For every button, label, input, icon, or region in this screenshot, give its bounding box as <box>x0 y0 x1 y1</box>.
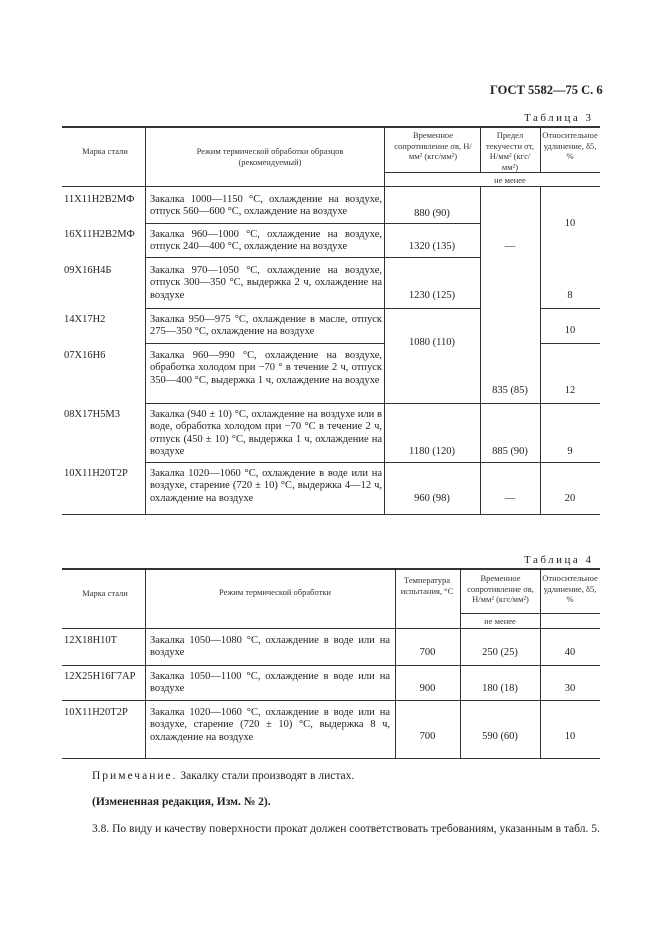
note <box>92 769 354 784</box>
t3-grade: 10Х11Н20Т2Р <box>64 468 128 479</box>
note-text: Закалку стали производят в листах. <box>180 770 355 782</box>
t3-header-tensile: Временное сопротивление σв, Н/мм² (кгс/мм²) <box>394 130 472 161</box>
t4-grade: 12Х18Н10Т <box>64 635 118 646</box>
t3-yield: 885 (90) <box>492 446 528 457</box>
paragraph-3-8: 3.8. По виду и качеству поверхности прокат должен соответствовать требованиям, указанным в табл. 5. <box>92 823 600 835</box>
t4-header-mode: Режим термической обработки <box>219 587 331 597</box>
t3-yield-merged: — <box>504 241 516 252</box>
t3-grade: 09Х16Н4Б <box>64 265 112 276</box>
t3-mode: Закалка 970—1050 °С, охлаждение на воздухе, отпуск 300—350 °С, выдержка 2 ч, охлаждение на воздухе <box>150 265 382 301</box>
t4-tensile: 180 (18) <box>482 683 518 694</box>
t4-grade: 10Х11Н20Т2Р <box>64 707 128 718</box>
t3-mode: Закалка 950—975 °С, охлаждение в масле, отпуск 275—350 °С, охлаждение на воздухе <box>150 314 382 338</box>
t3-mode: Закалка 1000—1150 °С, охлаждение на воздухе, отпуск 560—600 °С, охлаждение на воздухе <box>150 194 382 218</box>
t4-elong: 40 <box>564 647 576 658</box>
t4-header-elong: Относительное удлинение, δ5, % <box>542 573 598 604</box>
t3-elong-07: 12 <box>564 385 576 396</box>
t3-elong-09: 8 <box>567 290 573 301</box>
t3-tensile: 1320 (135) <box>408 241 456 252</box>
table3-caption: Таблица 3 <box>524 112 594 124</box>
t3-mode: Закалка 1020—1060 °С, охлаждение в воде или на воздухе, старение (720 ± 10) °С, выдержка 4—12 ч, охлаждение на воздухе <box>150 468 382 504</box>
t4-header-minimum: не менее <box>484 616 516 626</box>
t3-tensile: 1180 (120) <box>409 446 455 457</box>
t3-grade: 11Х11Н2В2МФ <box>64 194 135 205</box>
t3-header-mode: Режим термической обработки образцов (рекомендуемый) <box>196 146 344 167</box>
t4-elong: 10 <box>564 731 576 742</box>
t3-yield: — <box>504 493 516 504</box>
t3-elong-merged: 10 <box>564 218 576 229</box>
t4-tensile: 590 (60) <box>482 731 518 742</box>
t3-grade: 14Х17Н2 <box>64 314 106 325</box>
t4-mode: Закалка 1020—1060 °С, охлаждение в воде или на воздухе, старение (720 ± 10) °С, выдержка 8 ч, охлаждение на воздухе <box>150 707 390 743</box>
t3-yield-07: 835 (85) <box>492 385 528 396</box>
t4-temp: 700 <box>419 731 436 742</box>
t3-tensile: 880 (90) <box>414 208 450 219</box>
t3-header-minimum: не менее <box>494 175 526 185</box>
t3-header-yield: Предел текучести σт, Н/мм² (кгс/мм²) <box>486 130 534 172</box>
t3-tensile: 1230 (125) <box>408 290 456 301</box>
t3-tensile: 960 (98) <box>414 493 450 504</box>
t3-mode: Закалка 960—990 °С, охлаждение на воздухе, обработка холодом при −70 ° в течение 2 ч, отпуск 350—400 °С, выдержка 1 ч, охлаждение на воздухе <box>150 350 382 386</box>
t4-tensile: 250 (25) <box>482 647 518 658</box>
t3-tensile-merged: 1080 (110) <box>409 337 455 348</box>
t3-elong: 20 <box>564 493 576 504</box>
t3-elong: 9 <box>567 446 573 457</box>
t4-header-tensile: Временное сопротивление σв, Н/мм² (кгс/мм²) <box>467 573 534 604</box>
note-label: Примечание. <box>92 770 178 782</box>
t3-mode: Закалка (940 ± 10) °С, охлаждение на воздухе или в воде, обработка холодом при −70 °С в течение 2 ч, отпуск (450 ± 10) °С, выдержка 1 ч, охлаждение на воздухе <box>150 409 382 457</box>
t4-mode: Закалка 1050—1080 °С, охлаждение в воде или на воздухе <box>150 635 390 659</box>
t3-header-elong: Относительное удлинение, δ5, % <box>542 130 598 161</box>
t3-grade: 08Х17Н5М3 <box>64 409 121 420</box>
t4-mode: Закалка 1050—1100 °С, охлаждение в воде или на воздухе <box>150 671 390 695</box>
t3-grade: 16Х11Н2В2МФ <box>64 229 135 240</box>
t4-header-temp: Температура испытания, °С <box>400 575 454 596</box>
t4-elong: 30 <box>564 683 576 694</box>
t4-temp: 900 <box>419 683 436 694</box>
t3-elong-14: 10 <box>564 325 576 336</box>
page-header: ГОСТ 5582—75 С. 6 <box>490 83 603 97</box>
revision-note: (Измененная редакция, Изм. № 2). <box>92 796 271 808</box>
t3-grade: 07Х16Н6 <box>64 350 106 361</box>
t4-grade: 12Х25Н16Г7АР <box>64 671 136 682</box>
t4-header-grade: Марка стали <box>82 588 128 598</box>
t3-header-grade: Марка стали <box>82 146 128 156</box>
t4-temp: 700 <box>419 647 436 658</box>
table4-caption: Таблица 4 <box>524 554 594 566</box>
t3-mode: Закалка 960—1000 °С, охлаждение на воздухе, отпуск 240—400 °С, охлаждение на воздухе <box>150 229 382 253</box>
